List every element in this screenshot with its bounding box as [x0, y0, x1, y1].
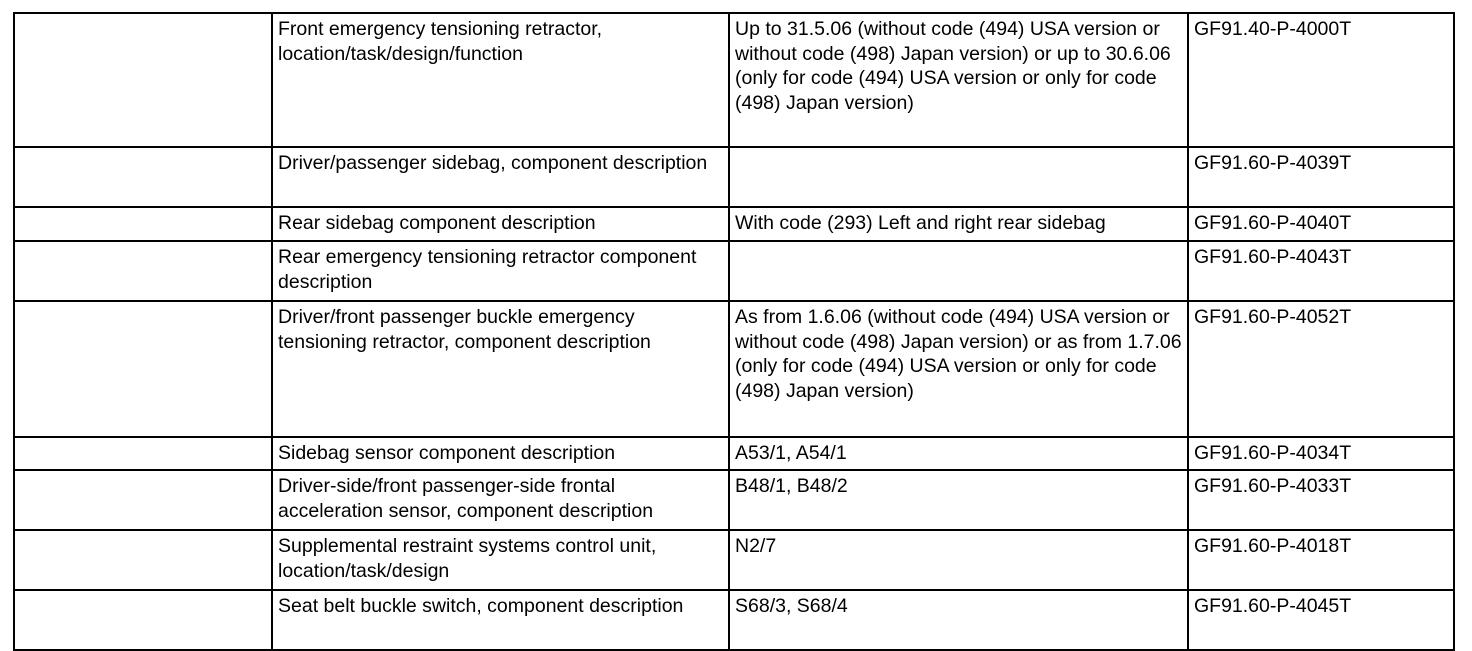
document-number-cell: GF91.60-P-4043T — [1188, 241, 1454, 301]
component-cell — [14, 207, 272, 241]
description-cell: Driver-side/front passenger-side frontal acceleration sensor, component description — [272, 470, 729, 530]
table-row — [14, 207, 1454, 241]
component-cell — [14, 147, 272, 207]
document-number-cell: GF91.40-P-4000T — [1188, 13, 1454, 147]
document-number-cell: GF91.60-P-4045T — [1188, 590, 1454, 650]
description-cell: Supplemental restraint systems control unit, location/task/design — [272, 530, 729, 590]
table-row — [14, 590, 1454, 650]
condition-cell: N2/7 — [729, 530, 1188, 590]
table-row — [14, 301, 1454, 437]
component-cell — [14, 301, 272, 437]
condition-cell: B48/1, B48/2 — [729, 470, 1188, 530]
document-number-cell: GF91.60-P-4034T — [1188, 437, 1454, 470]
component-cell — [14, 241, 272, 301]
component-cell — [14, 437, 272, 470]
component-cell — [14, 470, 272, 530]
condition-cell: With code (293) Left and right rear sidebag — [729, 207, 1188, 241]
component-cell — [14, 13, 272, 147]
document-number-cell: GF91.60-P-4052T — [1188, 301, 1454, 437]
component-cell — [14, 590, 272, 650]
condition-cell — [729, 147, 1188, 207]
condition-cell: A53/1, A54/1 — [729, 437, 1188, 470]
table-row — [14, 437, 1454, 470]
table-row — [14, 13, 1454, 147]
description-cell: Sidebag sensor component description — [272, 437, 729, 470]
description-cell: Rear sidebag component description — [272, 207, 729, 241]
description-cell: Rear emergency tensioning retractor component description — [272, 241, 729, 301]
description-cell: Driver/passenger sidebag, component description — [272, 147, 729, 207]
document-number-cell: GF91.60-P-4033T — [1188, 470, 1454, 530]
condition-cell: Up to 31.5.06 (without code (494) USA version or without code (498) Japan version) or up to 30.6.06 (only for code (494) USA version or only for code (498) Japan version) — [729, 13, 1188, 147]
document-number-cell: GF91.60-P-4040T — [1188, 207, 1454, 241]
document-number-cell: GF91.60-P-4039T — [1188, 147, 1454, 207]
component-cell — [14, 530, 272, 590]
table-row — [14, 147, 1454, 207]
reference-table — [13, 12, 1455, 651]
table-row — [14, 530, 1454, 590]
document-number-cell: GF91.60-P-4018T — [1188, 530, 1454, 590]
condition-cell: As from 1.6.06 (without code (494) USA version or without code (498) Japan version) or as from 1.7.06 (only for code (494) USA version or only for code (498) Japan version) — [729, 301, 1188, 437]
description-cell: Driver/front passenger buckle emergency tensioning retractor, component description — [272, 301, 729, 437]
condition-cell: S68/3, S68/4 — [729, 590, 1188, 650]
description-cell: Seat belt buckle switch, component description — [272, 590, 729, 650]
table-row — [14, 241, 1454, 301]
condition-cell — [729, 241, 1188, 301]
description-cell: Front emergency tensioning retractor, location/task/design/function — [272, 13, 729, 147]
table-row — [14, 470, 1454, 530]
